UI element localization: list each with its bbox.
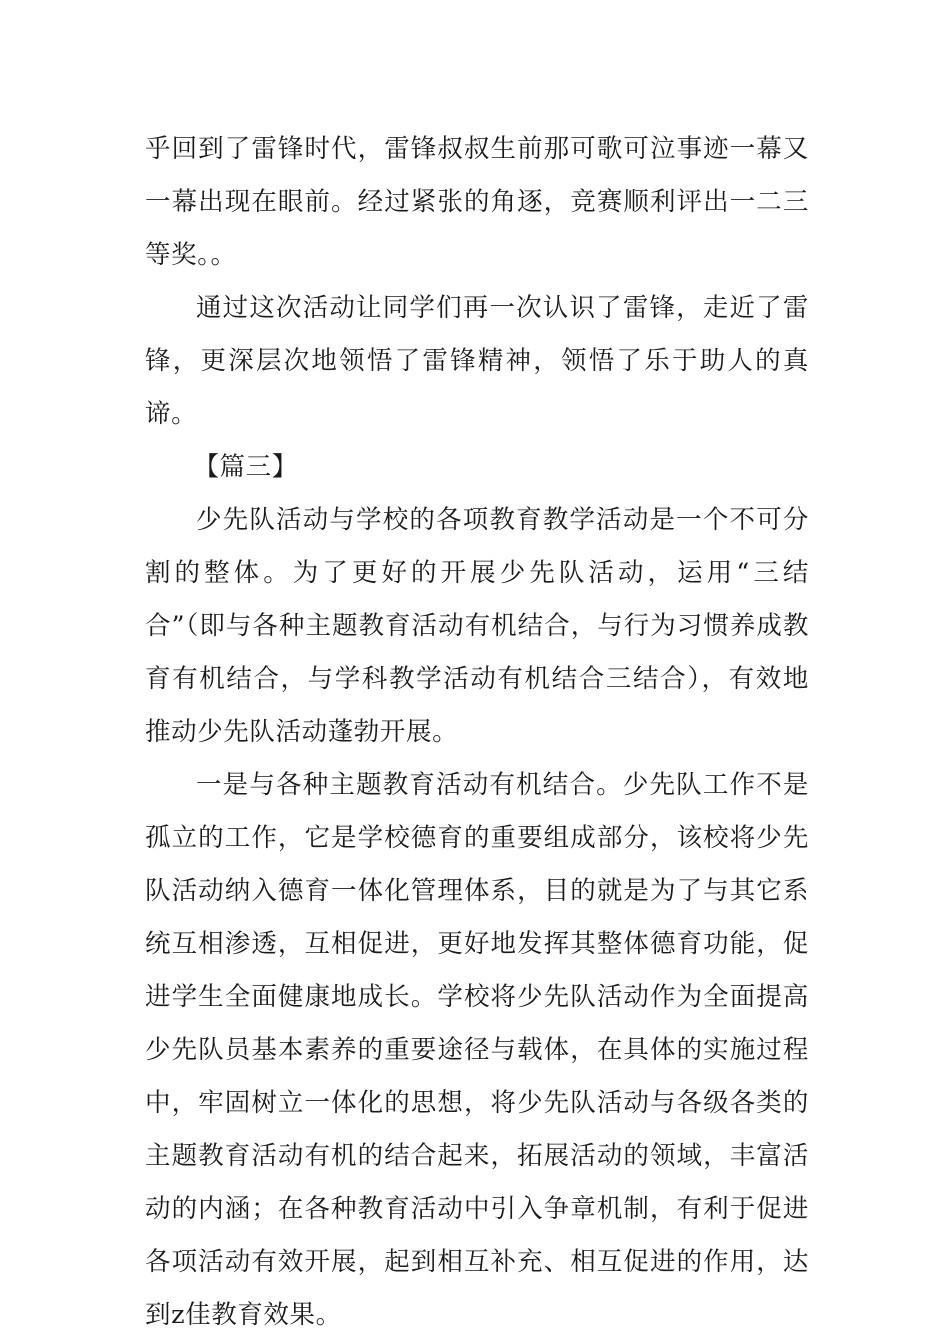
- paragraph-summary: 通过这次活动让同学们再一次认识了雷锋，走近了雷锋，更深层次地领悟了雷锋精神，领悟了乐于助人的真谛。: [145, 293, 809, 429]
- document-page: [145, 123, 809, 1342]
- paragraph-continuation: 乎回到了雷锋时代，雷锋叔叔生前那可歌可泣事迹一幕又一幕出现在眼前。经过紧张的角逐，竞赛顺利评出一二三等奖。。: [145, 134, 809, 270]
- section-heading: 【篇三】: [193, 452, 298, 482]
- paragraph-point-one: 一是与各种主题教育活动有机结合。少先队工作不是孤立的工作，它是学校德育的重要组成部分，该校将少先队活动纳入德育一体化管理体系，目的就是为了与其它系统互相渗透，互相促进，更好地发挥其整体德育功能，促进学生全面健康地成长。学校将少先队活动作为全面提高少先队员基本素养的重要途径与载体，在具体的实施过程中，牢固树立一体化的思想，将少先队活动与各级各类的主题教育活动有机的结合起来，拓展活动的领域，丰富活动的内涵；在各种教育活动中引入争章机制，有利于促进各项活动有效开展，起到相互补充、相互促进的作用，达到z佳教育效果。: [145, 770, 809, 1330]
- paragraph-intro: 少先队活动与学校的各项教育教学活动是一个不可分割的整体。为了更好的开展少先队活动，运用“三结合”（即与各种主题教育活动有机结合，与行为习惯养成教育有机结合，与学科教学活动有机结合三结合），有效地推动少先队活动蓬勃开展。: [145, 505, 809, 747]
